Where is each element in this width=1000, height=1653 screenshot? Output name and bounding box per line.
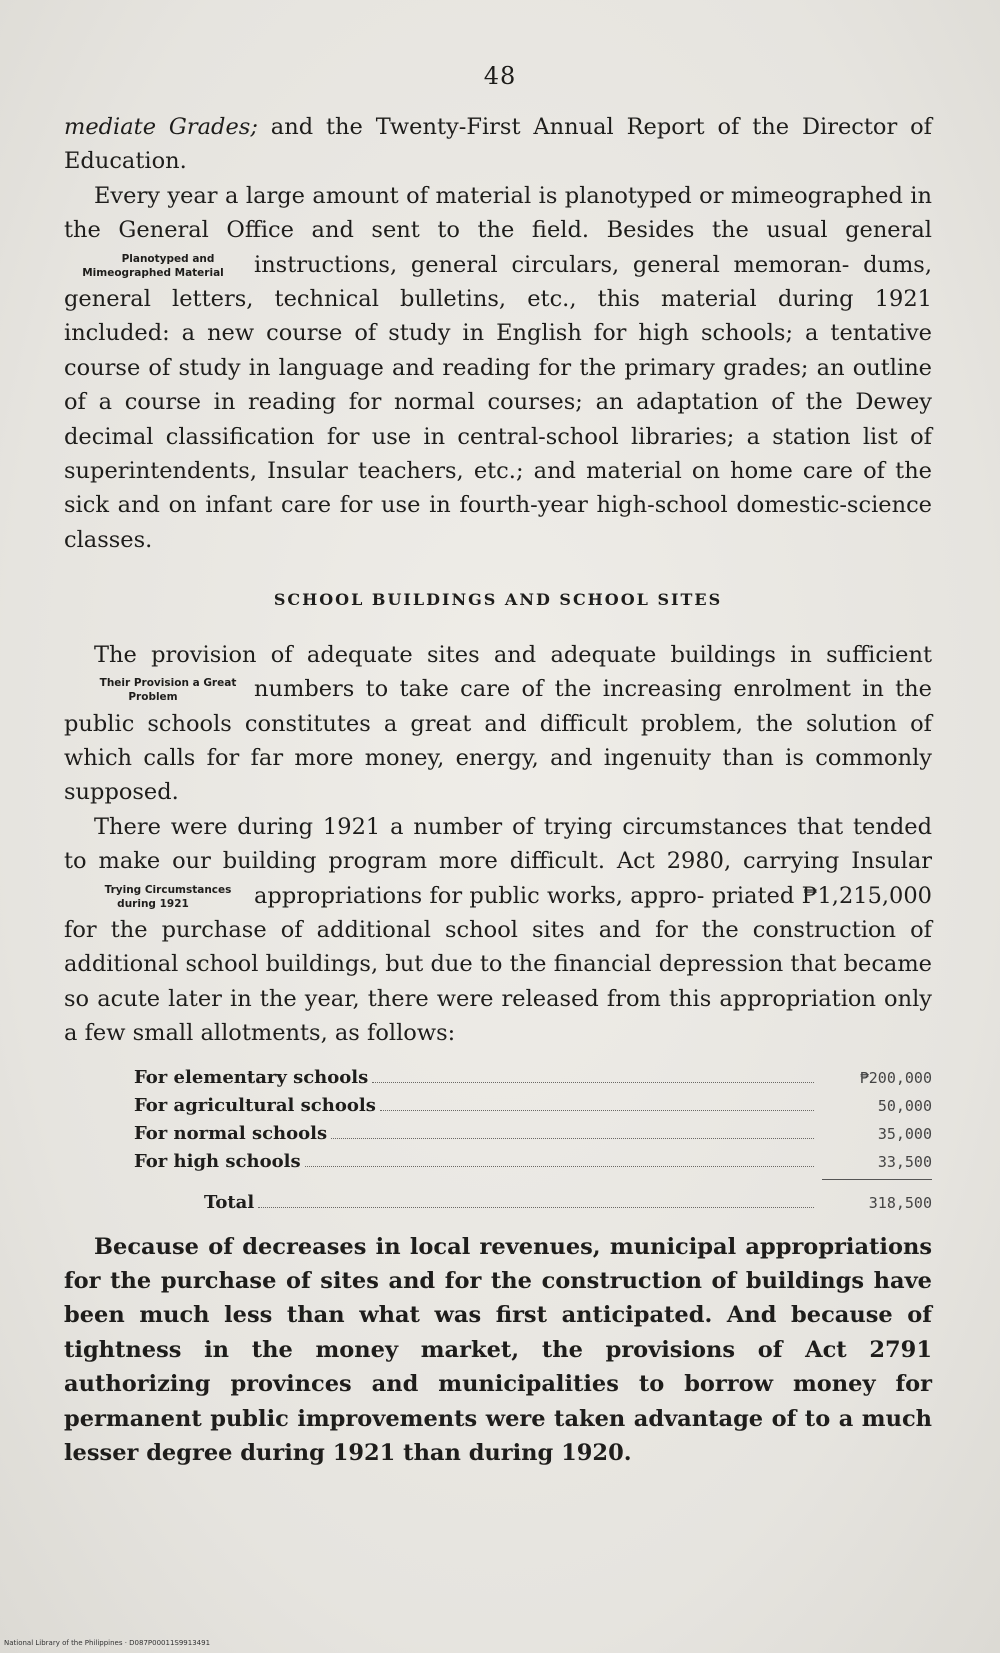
page-number: 48 xyxy=(483,62,517,90)
dot-leader xyxy=(305,1166,814,1167)
allotment-amount: ₱200,000 xyxy=(859,1068,932,1087)
allotment-row xyxy=(64,1145,932,1173)
paragraph-planotyped xyxy=(64,179,932,557)
allotment-label: For agricultural schools xyxy=(134,1094,376,1116)
allotment-label: For high schools xyxy=(134,1150,301,1172)
allotment-label: For normal schools xyxy=(134,1122,328,1144)
dot-leader xyxy=(380,1110,814,1111)
allotment-amount: 35,000 xyxy=(877,1124,932,1143)
paragraph-trying-circumstances xyxy=(64,810,932,1051)
allotment-label: For elementary schools xyxy=(134,1066,369,1088)
allotment-table xyxy=(64,1061,932,1214)
total-label: Total xyxy=(204,1191,255,1213)
margin-note-planotyped: Planotyped and Mimeographed Material xyxy=(82,252,224,279)
paragraph-decreases: Because of decreases in local revenues, municipal appropriations for the purchase of sites and for the construction of buildings have been much less than what was first anticipated. And because of tightness in the money market, the provisions of Act 2791 authorizing provinces and municipalities to borrow money for permanent public improvements were taken advantage of to a much lesser degree during 1921 than during 1920. xyxy=(64,1233,932,1466)
paragraph-rest: sufficient numbers to take care of the increasing enrolment in the public schools constitutes a great and difficult problem, the solution of which calls for far more money, energy, and ingenuity than is commonly supposed. xyxy=(64,641,932,806)
section-heading: SCHOOL BUILDINGS AND SCHOOL SITES xyxy=(273,590,723,610)
dot-leader xyxy=(372,1082,814,1083)
allotment-row xyxy=(64,1117,932,1145)
allotment-amount: 50,000 xyxy=(877,1096,932,1115)
paragraph-text: and the Twenty-First Annual Report of the Director of Education. xyxy=(64,114,932,175)
library-footer: National Library of the Philippines · D087P00011S9913491 xyxy=(4,1639,211,1647)
italic-lead: mediate Grades; xyxy=(64,114,258,140)
allotment-total-row xyxy=(64,1186,932,1214)
allotment-row xyxy=(64,1089,932,1117)
total-amount: 318,500 xyxy=(868,1193,932,1212)
page-body xyxy=(64,110,932,1470)
margin-note-trying: Trying Circumstances during 1921 xyxy=(104,883,232,910)
margin-note-provision: Their Provision a Great Problem xyxy=(99,677,237,704)
allotment-row xyxy=(64,1061,932,1089)
dot-leader xyxy=(331,1138,814,1139)
allotment-amount: 33,500 xyxy=(877,1152,932,1171)
paragraph-provision xyxy=(64,638,932,810)
paragraph-rest: priated ₱1,215,000 for the purchase of additional school sites and for the construction of additional school buildings, but due to the financial depression that became so acute later in the year, there were released from this appropriation only a few small allotments, as follows: xyxy=(64,882,932,1047)
paragraph-continuation xyxy=(64,110,932,179)
paragraph-lead: There were during 1921 a number of trying circumstances that tended to make our building program more difficult. Act 2980, carrying Insular appropriations for public works, appro- xyxy=(64,813,932,909)
dot-leader xyxy=(258,1207,814,1208)
paragraph-rest: dums, general letters, technical bulletins, etc., this material during 1921 included: a new course of study in English for high schools; a tentative course of study in language and reading for the primary grades; an outline of a course in reading for normal courses; an adaptation of the Dewey decimal classification for use in central-school libraries; a station list of superintendents, Insular teachers, etc.; and material on home care of the sick and on infant care for use in fourth-year high-school domestic-science classes. xyxy=(64,251,932,553)
paragraph-lead: The provision of adequate sites and adequate buildings in xyxy=(94,641,812,668)
paragraph-lead: Every year a large amount of material is planotyped or mimeographed in the General Office and sent to the field. Besides the usual general instructions, general circulars, general memoran- xyxy=(64,182,932,278)
